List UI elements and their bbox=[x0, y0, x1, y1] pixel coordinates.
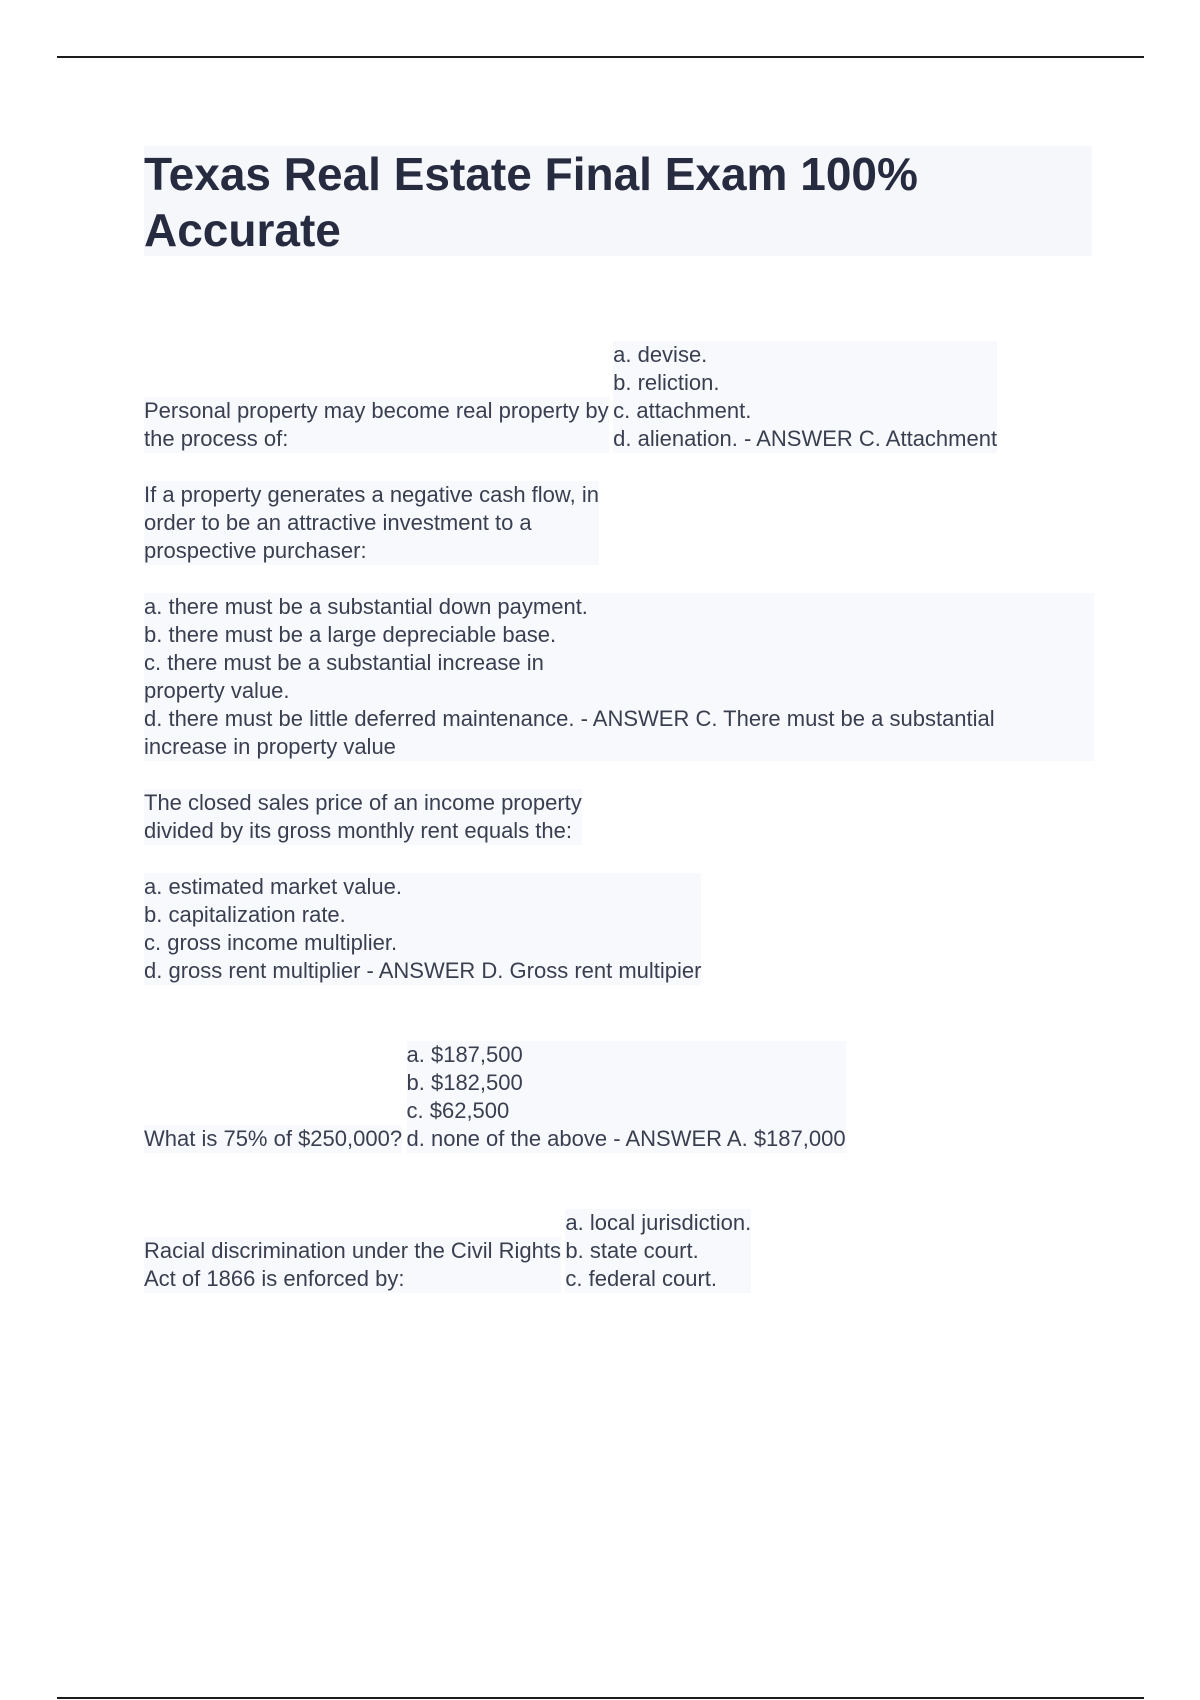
options-list bbox=[613, 341, 997, 453]
option: a. there must be a substantial down payment. bbox=[144, 594, 588, 619]
option: a. local jurisdiction. bbox=[565, 1210, 752, 1235]
option: c. attachment. bbox=[613, 398, 752, 423]
option-with-answer: d. gross rent multiplier - ANSWER D. Gross rent multipier bbox=[144, 958, 702, 983]
question-text: Personal property may become real property by the process of: bbox=[144, 398, 609, 451]
option: c. there must be a substantial increase in property value. bbox=[144, 650, 544, 703]
question-block-1 bbox=[144, 313, 1094, 453]
question-block-4 bbox=[144, 1013, 1094, 1153]
document-title: Texas Real Estate Final Exam 100% Accurate bbox=[144, 148, 918, 256]
document-body bbox=[144, 313, 1094, 1321]
option: c. gross income multiplier. bbox=[144, 930, 398, 955]
question-text: The closed sales price of an income property divided by its gross monthly rent equals the: bbox=[144, 790, 582, 843]
options-list bbox=[144, 593, 1094, 761]
option-with-answer: d. alienation. - ANSWER C. Attachment bbox=[613, 426, 998, 451]
options-list bbox=[144, 873, 701, 985]
option: a. devise. bbox=[613, 342, 708, 367]
option: c. $62,500 bbox=[406, 1098, 510, 1123]
option: a. $187,500 bbox=[406, 1042, 523, 1067]
option: b. $182,500 bbox=[406, 1070, 523, 1095]
question-block-2 bbox=[144, 481, 1094, 761]
top-rule bbox=[57, 56, 1144, 58]
option: b. state court. bbox=[565, 1238, 699, 1263]
title-block bbox=[144, 146, 1092, 256]
question-text: If a property generates a negative cash flow, in order to be an attractive investment to a prospective purchaser: bbox=[144, 482, 599, 563]
question-text: Racial discrimination under the Civil Rights Act of 1866 is enforced by: bbox=[144, 1238, 561, 1291]
option: c. federal court. bbox=[565, 1266, 718, 1291]
bottom-rule bbox=[57, 1697, 1144, 1699]
option: a. estimated market value. bbox=[144, 874, 403, 899]
options-list bbox=[407, 1041, 846, 1153]
question-block-5 bbox=[144, 1181, 1094, 1293]
question-block-3 bbox=[144, 789, 1094, 985]
question-text: What is 75% of $250,000? bbox=[144, 1126, 403, 1151]
option: b. reliction. bbox=[613, 370, 720, 395]
options-list bbox=[565, 1209, 751, 1293]
option: b. capitalization rate. bbox=[144, 902, 346, 927]
option: b. there must be a large depreciable base. bbox=[144, 622, 557, 647]
option-with-answer: d. there must be little deferred maintenance. - ANSWER C. There must be a substantial increase in property value bbox=[144, 706, 995, 759]
option-with-answer: d. none of the above - ANSWER A. $187,000 bbox=[406, 1126, 846, 1151]
